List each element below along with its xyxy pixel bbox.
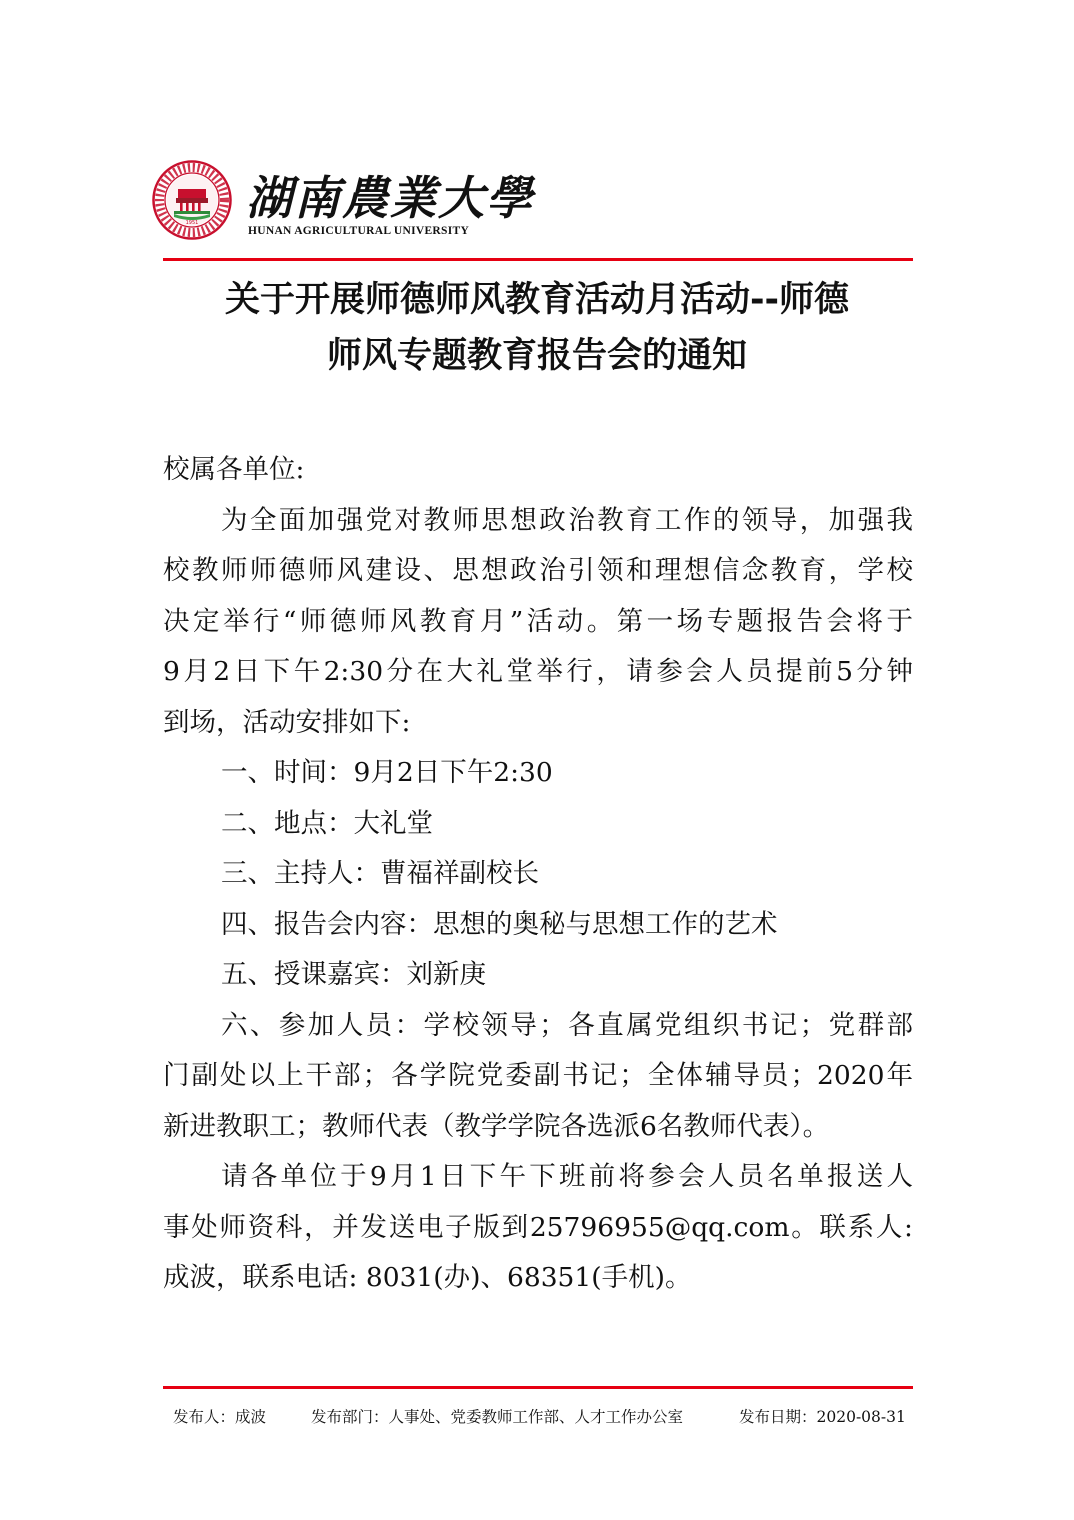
footer-divider — [163, 1386, 913, 1389]
arrangement-item: 四、报告会内容：思想的奥秘与思想工作的艺术 — [221, 908, 778, 940]
arrangement-item: 六、参加人员：学校领导；各直属党组织书记；党群部 — [221, 1009, 913, 1041]
title-line: 师风专题教育报告会的通知 — [326, 336, 747, 376]
paragraph-line: 成波，联系电话: 8031(办)、68351(手机)。 — [163, 1262, 692, 1293]
university-seal-logo — [152, 160, 232, 240]
arrangement-item: 五、授课嘉宾：刘新庚 — [221, 959, 486, 990]
salutation: 校属各单位: — [163, 454, 305, 485]
paragraph-line: 9月2日下午2:30分在大礼堂举行，请参会人员提前5分钟 — [163, 656, 913, 687]
notice-title — [160, 272, 914, 384]
publishing-department: 发布部门：人事处、党委教师工作部、人才工作办公室 — [311, 1408, 684, 1426]
header-divider — [163, 258, 913, 261]
letterhead — [152, 160, 534, 240]
svg-text:1951: 1951 — [185, 220, 199, 226]
paragraph-line: 为全面加强党对教师思想政治教育工作的领导，加强我 — [221, 504, 913, 536]
paragraph-line: 校教师师德师风建设、思想政治引领和理想信念教育，学校 — [163, 555, 913, 586]
paragraph-line: 请各单位于9月1日下午下班前将参会人员名单报送人 — [221, 1161, 913, 1192]
paragraph-line: 门副处以上干部；各学院党委副书记；全体辅导员；2020年 — [163, 1060, 913, 1091]
paragraph-line: 事处师资科，并发送电子版到25796955@qq.com。联系人: — [163, 1211, 913, 1243]
paragraph-line: 到场，活动安排如下: — [163, 706, 411, 738]
paragraph-line: 决定举行“师德师风教育月”活动。第一场专题报告会将于 — [163, 605, 913, 637]
paragraph-line: 新进教职工；教师代表（教学学院各选派6名教师代表）。 — [163, 1110, 830, 1142]
university-name-en: HUNAN AGRICULTURAL UNIVERSITY — [248, 225, 470, 237]
arrangement-item: 一、时间：9月2日下午2:30 — [221, 757, 553, 788]
title-line: 关于开展师德师风教育活动月活动--师德 — [224, 280, 850, 320]
publish-date: 发布日期：2020-08-31 — [739, 1408, 906, 1426]
notice-body — [163, 445, 913, 1304]
university-name-cn: 湖南農業大學 — [246, 171, 534, 225]
arrangement-item: 二、地点：大礼堂 — [221, 807, 433, 839]
arrangement-item: 三、主持人：曹福祥副校长 — [221, 858, 539, 889]
publisher: 发布人：成波 — [173, 1408, 267, 1426]
